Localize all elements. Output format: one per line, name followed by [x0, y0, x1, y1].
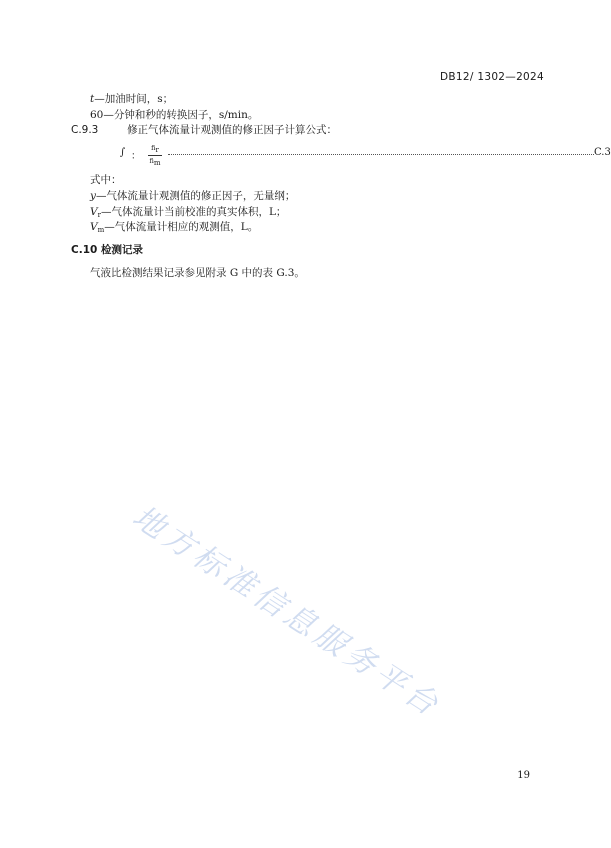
- definition-t: [90, 92, 173, 106]
- body-paragraph: 气液比检测结果记录参见附录 G 中的表 G.3。: [90, 267, 305, 279]
- definition-text: —加油时间，s；: [94, 93, 174, 105]
- definition-text: —气体流量计当前校准的真实体积，L；: [100, 206, 287, 218]
- dot-leader: [168, 154, 594, 155]
- formula-numerator: $fi_r$: [148, 144, 162, 156]
- definition-text: —气体流量计观测值的修正因子，无量纲；: [95, 190, 296, 202]
- definition-y: [90, 189, 295, 203]
- definition-symbol: y: [90, 190, 96, 202]
- definition-symbol: V: [90, 206, 98, 218]
- document-code: DB12/ 1302—2024: [440, 71, 544, 83]
- section-title-c10: C.10 检测记录: [71, 244, 143, 256]
- watermark: 地方标准信息服务平台: [126, 498, 448, 725]
- clause-c93: [71, 123, 337, 137]
- clause-number: C.9.3: [71, 124, 99, 136]
- formula-colon: ：: [131, 151, 141, 162]
- formula-number: C.3: [594, 147, 611, 158]
- definition-subscript: m: [97, 226, 105, 234]
- formula-lhs: ∫: [120, 147, 126, 158]
- where-label: 式中：: [90, 174, 122, 186]
- definition-symbol: V: [90, 221, 98, 233]
- formula-fraction: [148, 144, 162, 167]
- clause-title: 修正气体流量计观测值的修正因子计算公式：: [127, 124, 338, 136]
- definition-60: 60—分钟和秒的转换因子，s/min。: [90, 109, 259, 121]
- definition-symbol: t: [90, 93, 95, 105]
- page-number: 19: [517, 770, 530, 781]
- definition-vm: [90, 220, 258, 237]
- formula-denominator: $fi_m$: [149, 157, 161, 167]
- definition-text: —气体流量计相应的观测值，L。: [104, 221, 259, 233]
- definition-subscript: r: [97, 211, 101, 219]
- formula-c3: [120, 144, 611, 168]
